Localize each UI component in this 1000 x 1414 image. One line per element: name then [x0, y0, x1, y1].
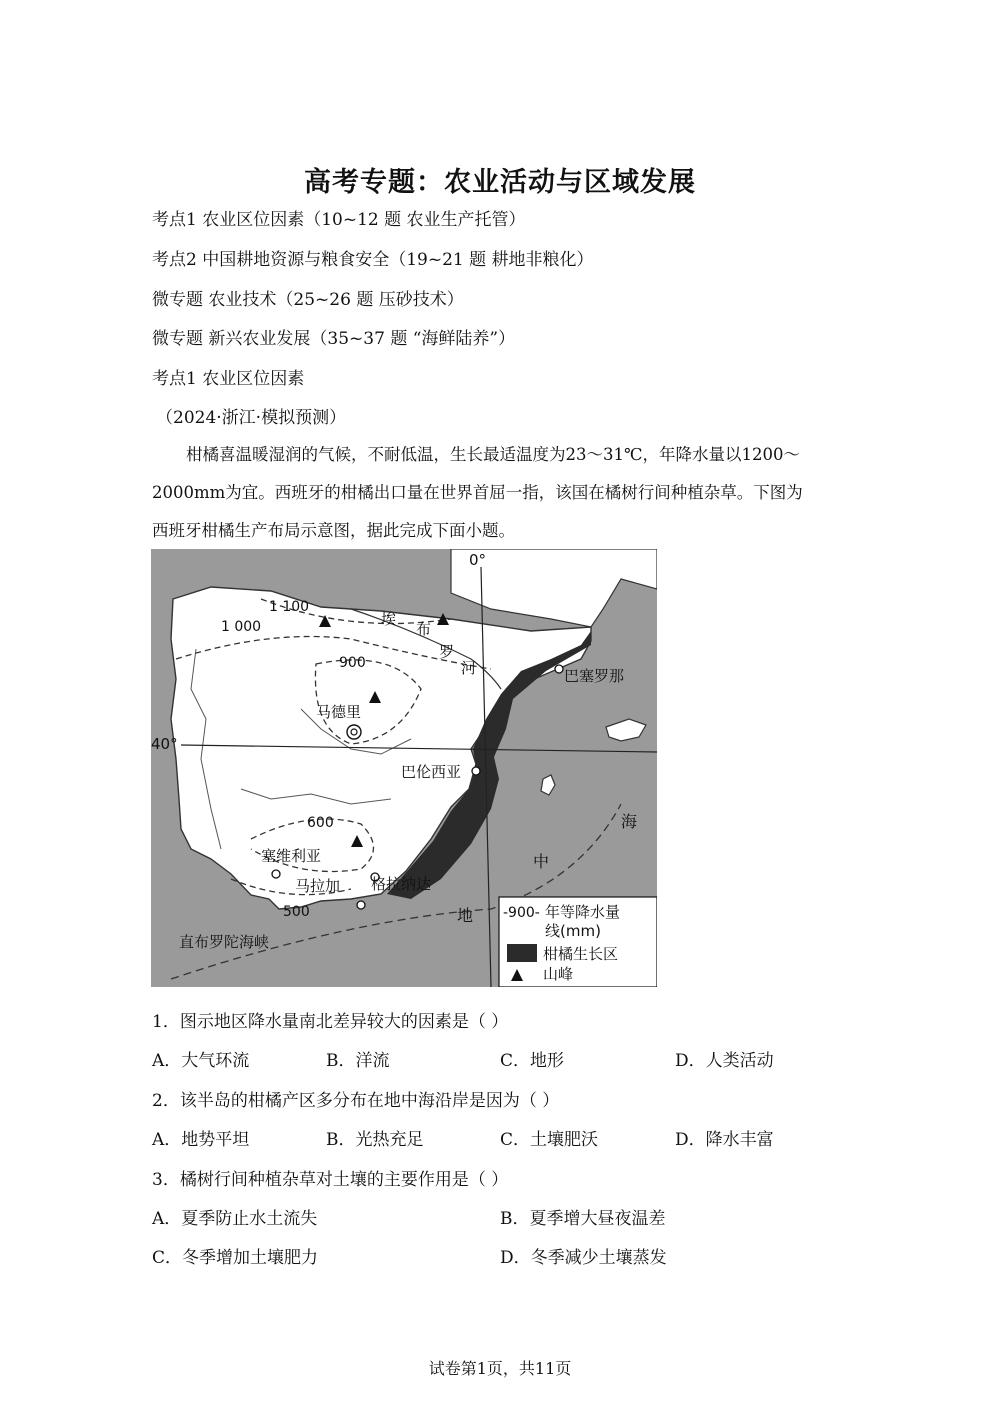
page-footer: 试卷第1页，共11页 — [428, 1359, 572, 1378]
page-title: 高考专题：农业活动与区域发展 — [304, 167, 696, 198]
seville-dot — [272, 870, 280, 878]
legend-peak-text: 山峰 — [543, 965, 574, 983]
option: B．洋流 — [326, 1051, 390, 1071]
option: A．地势平坦 — [152, 1130, 250, 1150]
river-char: 河 — [461, 659, 477, 677]
sea-char: 地 — [457, 906, 474, 925]
city-label: 马德里 — [316, 703, 362, 721]
city-label: 马拉加 — [295, 877, 341, 895]
sea-char: 海 — [621, 812, 638, 831]
question-stem: 2．该半岛的柑橘产区多分布在地中海沿岸是因为（ ） — [152, 1091, 560, 1111]
option: C．冬季增加土壤肥力 — [152, 1248, 319, 1268]
city-label: 格拉纳达 — [371, 875, 432, 893]
isohyet-label: 600 — [307, 815, 334, 831]
sea-char: 中 — [533, 852, 550, 871]
option: D．人类活动 — [675, 1051, 774, 1071]
passage — [152, 436, 852, 550]
option: A．夏季防止水土流失 — [152, 1209, 318, 1229]
outline-item: 微专题 农业技术（25~26 题 压砂技术） — [152, 290, 464, 310]
isohyet-label: 500 — [283, 904, 310, 920]
outline-item: 微专题 新兴农业发展（35~37 题 “海鲜陆养”） — [152, 329, 516, 349]
passage-line: 西班牙柑橘生产布局示意图，据此完成下面小题。 — [152, 521, 515, 540]
legend-citrus-text: 柑橘生长区 — [543, 945, 619, 963]
option: B．夏季增大昼夜温差 — [500, 1209, 666, 1229]
passage-line: 2000mm为宜。西班牙的柑橘出口量在世界首屈一指，该国在橘树行间种植杂草。下图为 — [152, 483, 803, 502]
option: C．土壤肥沃 — [500, 1130, 599, 1150]
spain-citrus-map — [151, 549, 657, 987]
barcelona-dot — [555, 665, 563, 673]
legend-citrus-swatch — [507, 944, 537, 962]
question-stem: 3．橘树行间种植杂草对土壤的主要作用是（ ） — [152, 1170, 509, 1190]
river-char: 埃 — [381, 610, 397, 628]
city-label: 巴塞罗那 — [564, 667, 625, 685]
option: C．地形 — [500, 1051, 565, 1071]
madrid-capital-inner — [351, 729, 357, 735]
city-label: 巴伦西亚 — [401, 763, 462, 781]
legend-isohyet-sample: -900- — [503, 905, 540, 921]
section-heading: 考点1 农业区位因素 — [152, 369, 305, 389]
passage-line: 柑橘喜温暖湿润的气候，不耐低温，生长最适温度为23～31℃，年降水量以1200～ — [186, 445, 800, 464]
outline-item: 考点1 农业区位因素（10~12 题 农业生产托管） — [152, 210, 526, 230]
option: A．大气环流 — [152, 1051, 250, 1071]
river-char: 罗 — [439, 643, 455, 661]
parallel-label: 40° — [151, 735, 178, 753]
isohyet-label: 900 — [339, 655, 366, 671]
isohyet-label: 1 100 — [269, 599, 310, 615]
question-stem: 1．图示地区降水量南北差异较大的因素是（ ） — [152, 1012, 509, 1032]
option: D．降水丰富 — [675, 1130, 774, 1150]
strait-label: 直布罗陀海峡 — [179, 933, 270, 951]
legend-isohyet-unit: 线(mm) — [545, 922, 601, 940]
river-char: 布 — [416, 620, 432, 638]
valencia-dot — [472, 767, 480, 775]
legend-isohyet-text: 年等降水量 — [545, 903, 621, 921]
malaga-dot — [357, 901, 365, 909]
meridian-label: 0° — [469, 551, 487, 569]
question-source: （2024·浙江·模拟预测） — [156, 408, 347, 428]
outline-item: 考点2 中国耕地资源与粮食安全（19~21 题 耕地非粮化） — [152, 250, 594, 270]
option: B．光热充足 — [326, 1130, 424, 1150]
city-label: 塞维利亚 — [261, 847, 322, 865]
isohyet-label: 1 000 — [221, 619, 262, 635]
option: D．冬季减少土壤蒸发 — [500, 1248, 667, 1268]
